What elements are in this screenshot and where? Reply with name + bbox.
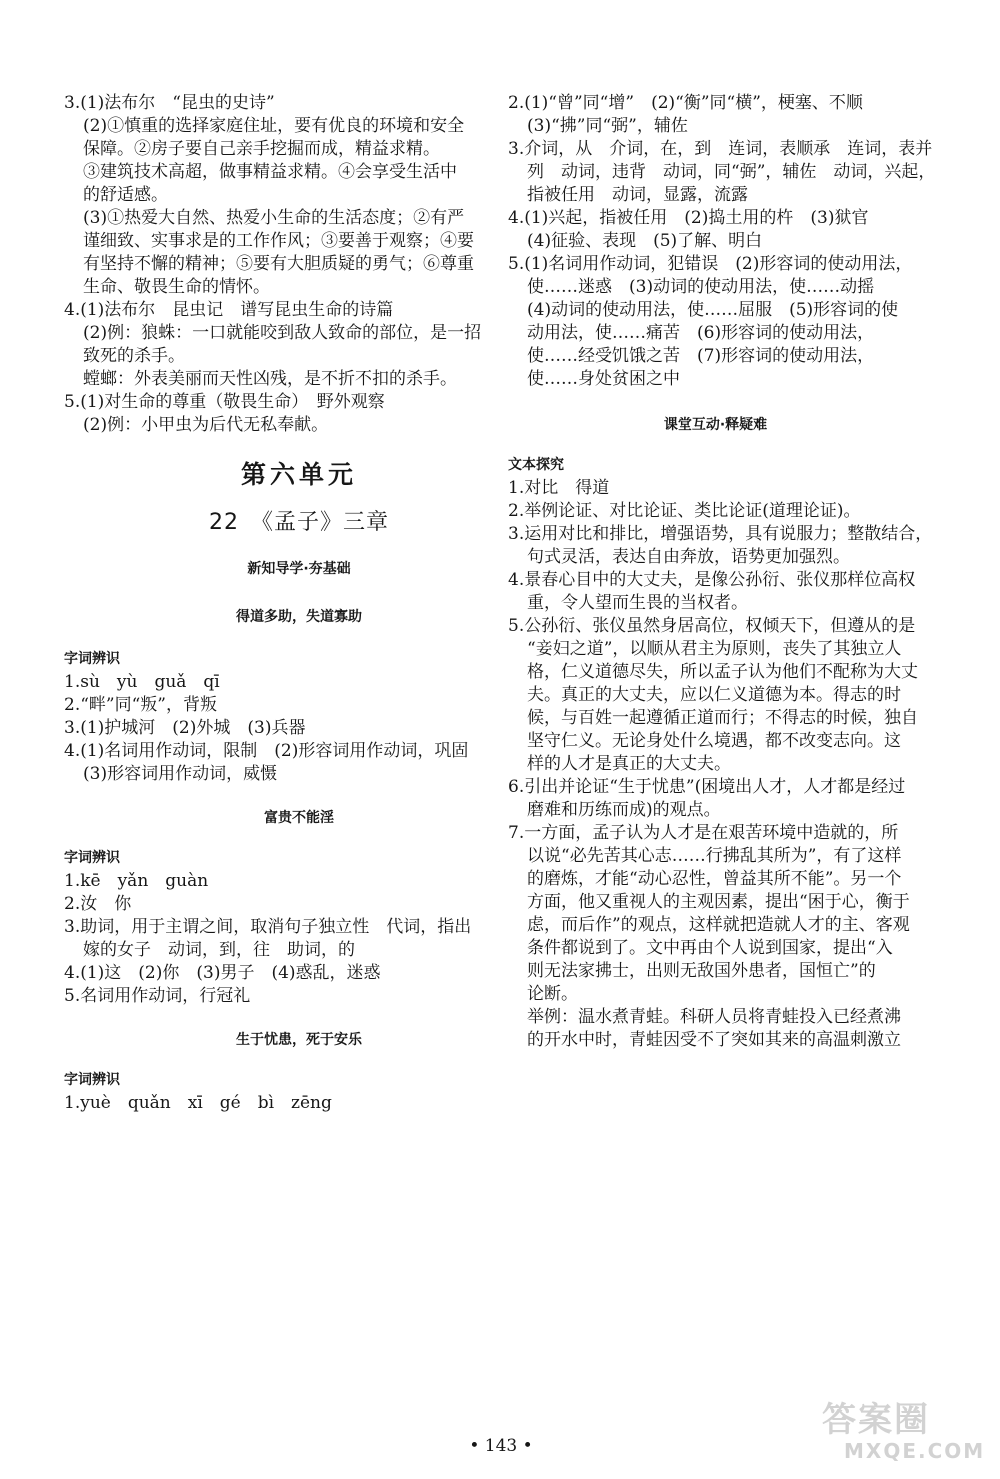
answer-line: 举例：温水煮青蛙。科研人员将青蛙投入已经煮沸 xyxy=(527,1007,901,1027)
answer-line: (2)例：小甲虫为后代无私奉献。 xyxy=(83,415,329,435)
part-title: 得道多助，失道寡助 xyxy=(236,609,362,625)
watermark-url: MXQE.COM xyxy=(844,1439,986,1463)
answer-line: 使……身处贫困之中 xyxy=(527,369,680,389)
answer-line: 格，仁义道德尽失，所以孟子认为他们不配称为大丈 xyxy=(527,662,918,682)
answer-line: (4)动词的使动用法，使……屈服 (5)形容词的使 xyxy=(527,300,899,320)
answer-line: 致死的杀手。 xyxy=(83,346,185,366)
answer-line: 4.(1)兴起，指被任用 (2)捣土用的杵 (3)狱官 xyxy=(508,208,869,228)
answer-line: 夫。真正的大丈夫，应以仁义道德为本。得志的时 xyxy=(527,685,901,705)
answer-line: 的开水中时，青蛙因受不了突如其来的高温刺激立 xyxy=(527,1030,901,1050)
vocab-block xyxy=(64,1092,534,1115)
answer-line: 5.(1)名词用作动词，犯错误 (2)形容词的使动用法， xyxy=(508,254,913,274)
section-title: 新知导学·夯基础 xyxy=(247,561,351,577)
answer-line: 3.助词，用于主谓之间，取消句子独立性 代词，指出 xyxy=(64,917,472,937)
answer-line: (2)例：狼蛛：一口就能咬到敌人致命的部位，是一招 xyxy=(83,323,482,343)
answer-line: 螳螂：外表美丽而天性凶残，是不折不扣的杀手。 xyxy=(83,369,457,389)
answer-line: 条件都说到了。文中再由个人说到国家，提出“入 xyxy=(527,938,893,958)
unit-title: 第六单元 xyxy=(240,460,357,489)
answer-line: 谨细致、实事求是的工作作风；③要善于观察；④要 xyxy=(83,231,474,251)
page-number: • 143 • xyxy=(469,1436,533,1456)
answer-line: 样的人才是真正的大丈夫。 xyxy=(527,754,731,774)
answer-line: 1.kē yǎn guàn xyxy=(64,871,209,891)
section-title: 课堂互动·释疑难 xyxy=(663,417,768,433)
site-watermark xyxy=(822,1400,986,1470)
answer-line: 保障。②房子要自己亲手挖掘而成，精益求精。 xyxy=(83,139,440,159)
answer-line: 4.景春心目中的大丈夫，是像公孙衍、张仪那样位高权 xyxy=(508,570,916,590)
right-column xyxy=(508,92,936,1052)
answer-line: 4.(1)法布尔 昆虫记 谱写昆虫生命的诗篇 xyxy=(64,300,394,320)
answer-line: 2.(1)“曾”同“增” (2)“衡”同“横”，梗塞、不顺 xyxy=(508,93,863,113)
answer-line: 以说“必先苦其心志……行拂乱其所为”，有了这样 xyxy=(527,846,902,866)
vocab-block xyxy=(64,870,534,1008)
answer-line: 5.公孙衍、张仪虽然身居高位，权倾天下，但遵从的是 xyxy=(508,616,916,636)
answer-line: 2.举例论证、对比论证、类比论证(道理论证)。 xyxy=(508,501,861,521)
answer-line: 嫁的女子 动词，到，往 助词，的 xyxy=(83,940,355,960)
answer-line: 3.(1)护城河 (2)外城 (3)兵器 xyxy=(64,718,306,738)
answer-line: 磨难和历练而成)的观点。 xyxy=(527,800,721,820)
answer-line: “妾妇之道”，以顺从君主为原则，丧失了其独立人 xyxy=(527,639,902,659)
answer-line: 句式灵活，表达自由奔放，语势更加强烈。 xyxy=(527,547,850,567)
answer-line: 2.汝 你 xyxy=(64,894,132,914)
answer-line: 2.“畔”同“叛”，背叛 xyxy=(64,695,217,715)
answer-line: 有坚持不懈的精神；⑤要有大胆质疑的勇气；⑥尊重 xyxy=(83,254,474,274)
part-title: 生于忧患，死于安乐 xyxy=(236,1032,362,1048)
watermark-logo-text: 答案圈 xyxy=(822,1400,930,1440)
answer-line: 7.一方面，孟子认为人才是在艰苦环境中造就的，所 xyxy=(508,823,899,843)
answer-line: ③建筑技术高超，做事精益求精。④会享受生活中 xyxy=(83,162,457,182)
answer-line: 则无法家拂士，出则无敌国外患者，国恒亡”的 xyxy=(527,961,876,981)
answer-line: 1.sù yù guǎ qī xyxy=(64,672,220,692)
left-answers-block xyxy=(64,92,534,437)
right-answers-block xyxy=(508,92,936,391)
subsection-title: 字词辨识 xyxy=(64,850,120,866)
answer-line: 5.名词用作动词，行冠礼 xyxy=(64,986,251,1006)
left-column xyxy=(64,92,534,1115)
answer-line: 生命、敬畏生命的情怀。 xyxy=(83,277,270,297)
answer-line: 的舒适感。 xyxy=(83,185,168,205)
answer-line: 3.(1)法布尔 “昆虫的史诗” xyxy=(64,93,275,113)
part-title: 富贵不能淫 xyxy=(264,810,334,826)
answer-line: 论断。 xyxy=(527,984,578,1004)
answer-line: 的磨炼，才能“动心忍性，曾益其所不能”。另一个 xyxy=(527,869,902,889)
vocab-block xyxy=(64,671,534,786)
text-analysis-block xyxy=(508,477,933,1052)
subsection-title: 字词辨识 xyxy=(64,1072,120,1088)
answer-line: 使……迷惑 (3)动词的使动用法，使……动摇 xyxy=(527,277,875,297)
answer-line: 4.(1)名词用作动词，限制 (2)形容词用作动词，巩固 xyxy=(64,741,469,761)
answer-line: 动用法，使……痛苦 (6)形容词的使动用法， xyxy=(527,323,875,343)
answer-line: 6.引出并论证“生于忧患”(困境出人才，人才都是经过 xyxy=(508,777,906,797)
answer-line: 5.(1)对生命的尊重（敬畏生命） 野外观察 xyxy=(64,392,385,412)
answer-line: 列 动词，违背 动词，同“弼”，辅佐 动词，兴起， xyxy=(527,162,936,182)
answer-line: 1.对比 得道 xyxy=(508,478,610,498)
answer-line: 3.介词，从 介词，在，到 连词，表顺承 连词，表并 xyxy=(508,139,933,159)
answer-line: (3)①热爱大自然、热爱小生命的生活态度；②有严 xyxy=(83,208,465,228)
subsection-title: 字词辨识 xyxy=(64,651,120,667)
answer-line: (4)征验、表现 (5)了解、明白 xyxy=(527,231,763,251)
answer-line: 重，令人望而生畏的当权者。 xyxy=(527,593,748,613)
answer-line: 4.(1)这 (2)你 (3)男子 (4)惑乱，迷惑 xyxy=(64,963,381,983)
answer-line: 使……经受饥饿之苦 (7)形容词的使动用法， xyxy=(527,346,875,366)
answer-line: (2)①慎重的选择家庭住址，要有优良的环境和安全 xyxy=(83,116,465,136)
answer-line: 候，与百姓一起遵循正道而行；不得志的时候，独自 xyxy=(527,708,918,728)
subsection-title: 文本探究 xyxy=(508,457,564,473)
answer-line: (3)形容词用作动词，威慑 xyxy=(83,764,278,784)
answer-line: 指被任用 动词，显露，流露 xyxy=(527,185,748,205)
answer-line: 1.yuè quǎn xī gé bì zēng xyxy=(64,1093,332,1113)
answer-line: 虑，而后作”的观点，这样就把造就人才的主、客观 xyxy=(527,915,910,935)
answer-line: 坚守仁义。无论身处什么境遇，都不改变志向。这 xyxy=(527,731,901,751)
answer-line: 方面，他又重视人的主观因素，提出“困于心，衡于 xyxy=(527,892,910,912)
chapter-title: 22 《孟子》三章 xyxy=(209,510,389,535)
answer-line: 3.运用对比和排比，增强语势，具有说服力；整散结合， xyxy=(508,524,933,544)
answer-line: (3)“拂”同“弼”，辅佐 xyxy=(527,116,688,136)
